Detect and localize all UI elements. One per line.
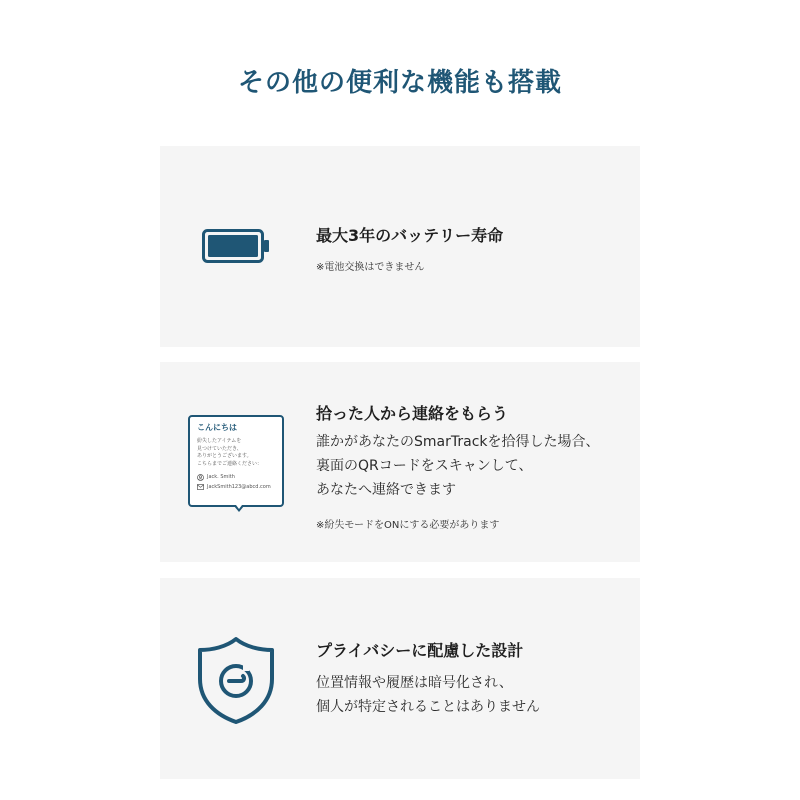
mail-icon [197, 484, 204, 490]
feature-card-battery [160, 146, 640, 347]
person-icon [197, 474, 204, 481]
feature-card-privacy [160, 578, 640, 779]
card-message-line: 紛失したアイテムを [197, 438, 242, 444]
feature-text-privacy [316, 638, 632, 719]
feature-text-battery [316, 223, 632, 273]
card-message-line: ありがとうございます。 [197, 453, 252, 459]
feature-text-finder-contact [316, 401, 632, 531]
feature-title: プライバシーに配慮した設計 [316, 641, 524, 660]
card-message-line: こちらまでご連絡ください： [197, 460, 263, 467]
description-line: 位置情報や履歴は暗号化され、 [316, 675, 513, 691]
lost-item-message-card [188, 415, 284, 507]
feature-description [316, 671, 632, 719]
feature-card-finder-contact [160, 362, 640, 562]
description-line: 誰かがあなたのSmarTrackを拾得した場合、 [316, 434, 600, 450]
feature-title: 最大3年のバッテリー寿命 [316, 226, 504, 245]
feature-note: ※紛失モードをONにする必要があります [316, 520, 500, 531]
page-heading: その他の便利な機能も搭載 [237, 68, 562, 98]
description-line: あなたへ連絡できます [316, 482, 456, 498]
privacy-shield-icon [184, 632, 288, 728]
feature-note: ※電池交換はできません [316, 262, 425, 273]
feature-description [316, 430, 632, 502]
description-line: 個人が特定されることはありません [316, 699, 540, 715]
contact-card-icon [184, 406, 288, 516]
card-contact-email-row [197, 484, 275, 492]
card-contact-name-row [197, 474, 275, 482]
card-greeting: こんにちは [197, 423, 237, 432]
card-contact-email: JackSmith123@abcd.com [207, 483, 271, 490]
feature-title: 拾った人から連絡をもらう [316, 404, 509, 423]
card-contact-name: Jack. Smith [207, 474, 235, 480]
card-message-line: 見つけていただき、 [197, 445, 242, 452]
description-line: 裏面のQRコードをスキャンして、 [316, 458, 533, 474]
battery-icon [184, 224, 288, 268]
